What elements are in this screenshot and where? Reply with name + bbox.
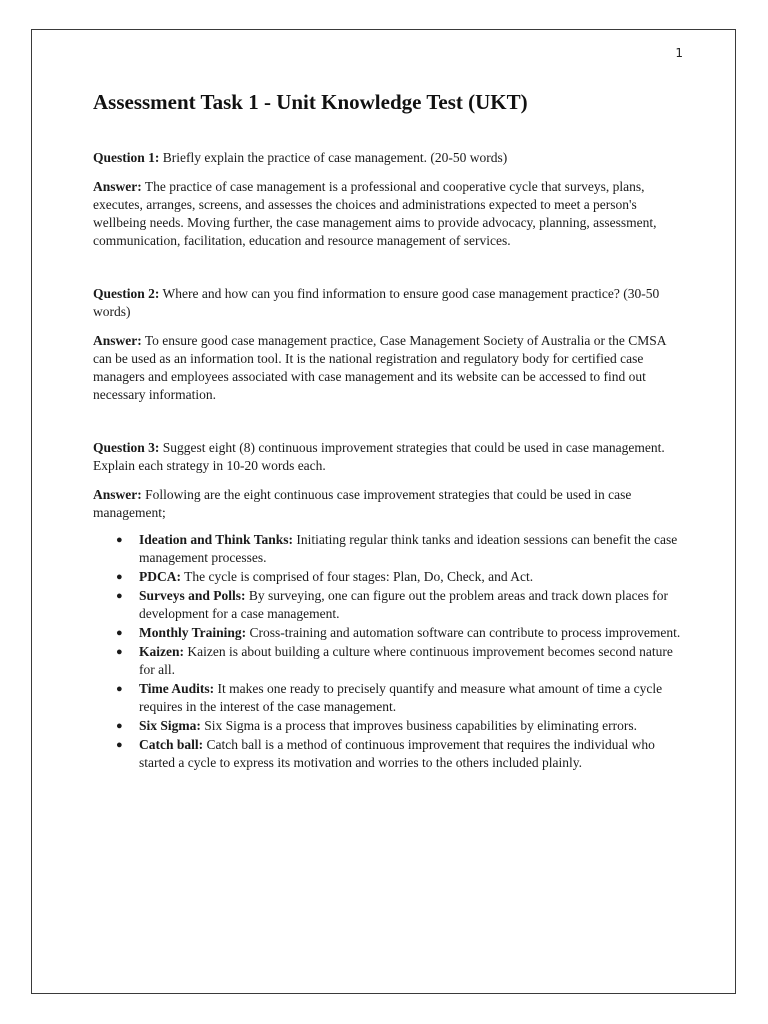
question-2-label: Question 2: [93, 286, 160, 301]
strategy-desc: Kaizen is about building a culture where continuous improvement becomes second nature for all. [139, 644, 673, 677]
question-2-text: Where and how can you find information to ensure good case management practice? (30-50 words) [93, 286, 660, 319]
strategy-term: PDCA: [139, 569, 181, 584]
list-item [93, 643, 681, 679]
strategy-term: Time Audits: [139, 681, 215, 696]
strategy-term: Six Sigma: [139, 718, 201, 733]
list-item [93, 717, 681, 735]
bullet-icon: ● [116, 534, 123, 546]
answer-2-text: To ensure good case management practice, Case Management Society of Australia or the CMSA can be used as an information tool. It is the national registration and regulatory body for certified case managers and employees associated with case management and its website can be accessed to find out necessary information. [93, 333, 666, 402]
answer-3-label: Answer: [93, 487, 142, 502]
answer-2-label: Answer: [93, 333, 142, 348]
answer-3-text: Following are the eight continuous case improvement strategies that could be used in case management; [93, 487, 632, 520]
document-content [93, 88, 681, 773]
bullet-icon: ● [116, 739, 123, 751]
bullet-icon: ● [116, 571, 123, 583]
question-1 [93, 149, 681, 167]
answer-1 [93, 178, 681, 250]
strategy-term: Catch ball: [139, 737, 204, 752]
question-3 [93, 439, 681, 475]
strategy-term: Monthly Training: [139, 625, 247, 640]
strategy-list [93, 531, 681, 772]
bullet-icon: ● [116, 720, 123, 732]
page-number: 1 [675, 46, 683, 60]
answer-2 [93, 332, 681, 404]
question-3-label: Question 3: [93, 440, 160, 455]
strategy-term: Surveys and Polls: [139, 588, 246, 603]
strategy-desc: Catch ball is a method of continuous improvement that requires the individual who started a cycle to express its motivation and worries to the others included plainly. [139, 737, 655, 770]
list-item [93, 680, 681, 716]
list-item [93, 736, 681, 772]
document-title: Assessment Task 1 - Unit Knowledge Test (UKT) [93, 90, 528, 114]
answer-3 [93, 486, 681, 522]
strategy-desc: The cycle is comprised of four stages: Plan, Do, Check, and Act. [181, 569, 534, 584]
answer-1-label: Answer: [93, 179, 142, 194]
strategy-desc: It makes one ready to precisely quantify and measure what amount of time a cycle requires in the interest of the case management. [139, 681, 663, 714]
question-1-label: Question 1: [93, 150, 160, 165]
list-item [93, 531, 681, 567]
question-3-text: Suggest eight (8) continuous improvement strategies that could be used in case management. Explain each strategy in 10-20 words each. [93, 440, 665, 473]
list-item [93, 568, 681, 586]
strategy-desc: Initiating regular think tanks and ideation sessions can benefit the case management processes. [139, 532, 678, 565]
question-2 [93, 285, 681, 321]
question-1-text: Briefly explain the practice of case management. (20-50 words) [159, 150, 508, 165]
list-item [93, 624, 681, 642]
strategy-desc: Six Sigma is a process that improves business capabilities by eliminating errors. [200, 718, 637, 733]
bullet-icon: ● [116, 683, 123, 695]
strategy-desc: Cross-training and automation software can contribute to process improvement. [246, 625, 681, 640]
bullet-icon: ● [116, 646, 123, 658]
list-item [93, 587, 681, 623]
strategy-term: Kaizen: [139, 644, 184, 659]
strategy-term: Ideation and Think Tanks: [139, 532, 293, 547]
strategy-desc: By surveying, one can figure out the problem areas and track down places for development for a case management. [139, 588, 669, 621]
answer-1-text: The practice of case management is a professional and cooperative cycle that surveys, plans, executes, arranges, screens, and assesses the choices and administrations expected to meet a person's wellbeing needs. Moving further, the case management aims to provide advocacy, planning, assessment, communication, facilitation, education and resource management of services. [93, 179, 657, 248]
bullet-icon: ● [116, 590, 123, 602]
bullet-icon: ● [116, 627, 123, 639]
document-page [31, 29, 736, 994]
